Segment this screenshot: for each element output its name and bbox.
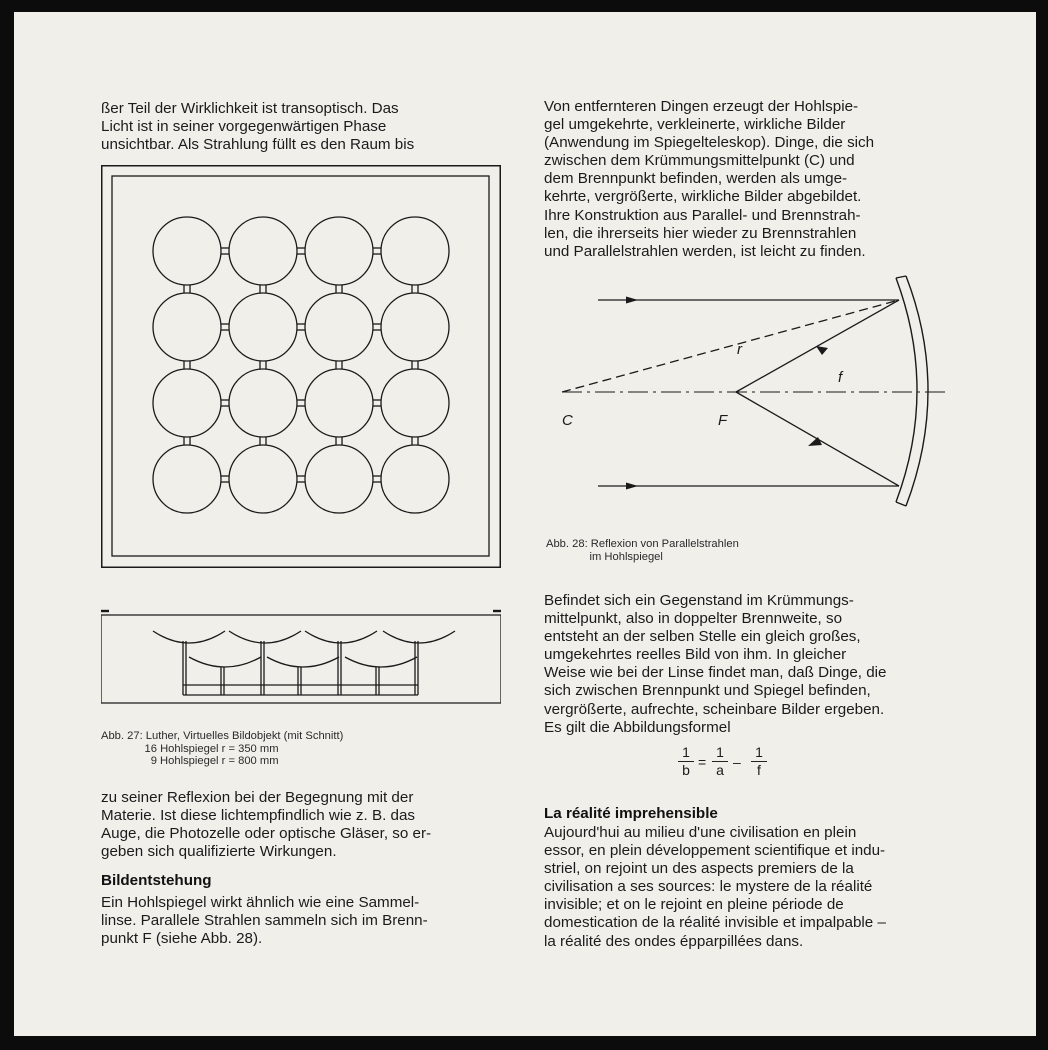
- hohlspiegel-circle: [153, 217, 221, 285]
- hohlspiegel-circle: [305, 217, 373, 285]
- bildentstehung-paragraph: Ein Hohlspiegel wirkt ähnlich wie eine Sammel- linse. Parallele Strahlen sammeln sich im Brenn- punkt F (siehe Abb. 28).: [101, 894, 428, 948]
- mirror-arc-upper: [229, 631, 301, 643]
- left-continuation-paragraph: zu seiner Reflexion bei der Begegnung mit der Materie. Ist diese lichtempfindlich wie z. B. das Auge, die Photozelle oder optische Gläser, so er- geben sich qualifizierte Wirkungen.: [101, 789, 432, 861]
- label-focal-point: F: [718, 412, 728, 429]
- mirror-front-arc: [896, 278, 917, 502]
- gegenstand-paragraph: Befindet sich ein Gegenstand im Krümmungs- mittelpunkt, also in doppelter Brennweite, so entsteht an der selben Stelle ein gleich großes, umgekehrtes reelles Bild von ihm. In gleicher Weise wie bei der Linse findet man, daß Dinge, die sich zwischen Brennpunkt und Spiegel befinden, vergrößerte, aufrechte, scheinbare Bilder ergeben. Es gilt die Abbildungsformel: [544, 592, 887, 736]
- hohlspiegel-circle: [153, 445, 221, 513]
- french-paragraph: Aujourd'hui au milieu d'une civilisation en plein essor, en plein développement scientifique et indu- striel, on rejoint un des aspects premiers de la civilisation a ses sources: le mystere de la réalité invisible; et on le rejoint en pleine période de domestication de la réalité invisible et impalpable – la réalité des ondes épparpillées dans.: [544, 824, 886, 950]
- hohlspiegel-circle: [229, 369, 297, 437]
- figure-27-caption: Abb. 27: Luther, Virtuelles Bildobjekt (mit Schnitt) 16 Hohlspiegel r = 350 mm 9 Hohlspiegel r = 800 mm: [101, 730, 344, 768]
- minus-sign: –: [733, 754, 741, 770]
- outer-frame: [102, 166, 501, 568]
- numerator: 1: [678, 744, 694, 762]
- label-c: C: [562, 412, 573, 429]
- hohlspiegel-circle: [305, 445, 373, 513]
- radius-line-r: [562, 300, 899, 392]
- hohlspiegel-circle: [381, 217, 449, 285]
- hohlspiegel-circle: [229, 445, 297, 513]
- hohlspiegel-circle: [381, 445, 449, 513]
- fraction-1-over-f: [751, 744, 767, 779]
- hohlspiegel-circle: [381, 293, 449, 361]
- imaging-formula: [678, 744, 778, 784]
- label-f: f: [838, 369, 843, 386]
- fraction-1-over-b: [678, 744, 694, 779]
- hohlspiegel-circle: [229, 217, 297, 285]
- denominator: f: [757, 762, 761, 778]
- numerator: 1: [751, 744, 767, 762]
- mirror-grid: [153, 217, 449, 513]
- mirror-arc-upper: [153, 631, 225, 643]
- mirror-arc-lower: [267, 657, 339, 667]
- numerator: 1: [712, 744, 728, 762]
- book-page: [14, 12, 1036, 1036]
- figure-28-concave-mirror-diagram: [554, 270, 954, 515]
- mirror-arc-lower: [345, 657, 417, 667]
- hohlspiegel-circle: [305, 369, 373, 437]
- denominator: b: [682, 762, 690, 778]
- mirror-arc-lower: [189, 657, 261, 667]
- inner-frame: [112, 176, 489, 556]
- hohlspiegel-circle: [153, 369, 221, 437]
- fraction-1-over-a: [712, 744, 728, 779]
- figure-27-section-view: [101, 609, 501, 705]
- left-intro-paragraph: ßer Teil der Wirklichkeit ist transoptisch. Das Licht ist in seiner vorgegenwärtigen Phase unsichtbar. Als Strahlung füllt es den Raum bis: [101, 100, 415, 154]
- arrow-head: [816, 346, 828, 355]
- arrow-head: [626, 483, 638, 490]
- arrow-head: [808, 437, 822, 446]
- label-r: r: [737, 341, 742, 358]
- arrow-head: [626, 297, 638, 304]
- heading-french: La réalité imprehensible: [544, 805, 718, 822]
- mirror-arc-upper: [383, 631, 455, 643]
- right-intro-paragraph: Von entfernteren Dingen erzeugt der Hohlspie- gel umgekehrte, verkleinerte, wirkliche Bilder (Anwendung im Spiegelteleskop). Dinge, die sich zwischen dem Krümmungsmittelpunkt (C) und dem Brennpunkt befinden, werden als umge- kehrte, vergrößerte, wirkliche Bilder abgebildet. Ihre Konstruktion aus Parallel- und Brennstrah- len, die ihrerseits hier wieder zu Brennstrahlen und Parallelstrahlen werden, ist leicht zu finden.: [544, 98, 875, 260]
- equals-sign: =: [698, 754, 707, 770]
- hohlspiegel-circle: [305, 293, 373, 361]
- mirror-edge-bottom: [896, 502, 906, 506]
- focal-ray-upper: [736, 300, 899, 392]
- figure-27-mirror-grid: [101, 165, 501, 569]
- mirror-edge-top: [896, 276, 906, 278]
- denominator: a: [716, 762, 724, 778]
- hohlspiegel-circle: [229, 293, 297, 361]
- figure-28-caption: Abb. 28: Reflexion von Parallelstrahlen im Hohlspiegel: [546, 538, 739, 563]
- hohlspiegel-circle: [153, 293, 221, 361]
- hohlspiegel-circle: [381, 369, 449, 437]
- heading-bildentstehung: Bildentstehung: [101, 872, 212, 889]
